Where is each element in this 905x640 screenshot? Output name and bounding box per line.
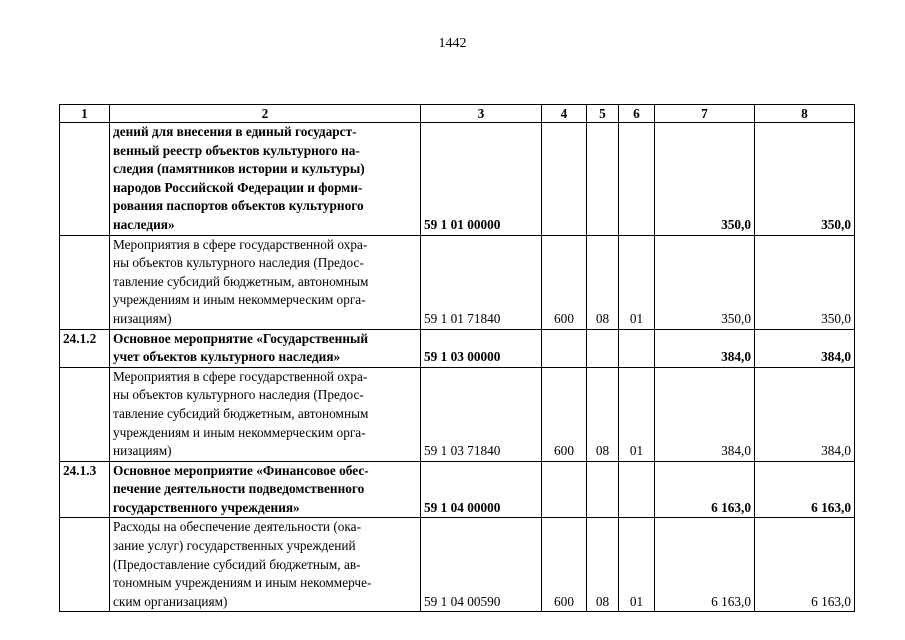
row-col-6 [619,461,655,518]
column-header: 6 [619,105,655,123]
page-number: 1442 [438,36,467,51]
table-row [60,518,855,612]
row-col-5 [587,461,619,518]
row-name: Расходы на обеспечение деятельности (ока- зание услуг) государственных учреждений (Предоставление субсидий бюджетным, ав- тономным учреждениям и иным некоммерче- ским организациям) [110,518,421,612]
row-number [60,367,110,461]
column-header: 4 [542,105,587,123]
row-code: 59 1 03 00000 [421,329,542,367]
row-amount-7: 384,0 [655,367,755,461]
column-header: 7 [655,105,755,123]
column-header: 8 [755,105,855,123]
column-header: 1 [60,105,110,123]
row-name: Основное мероприятие «Финансовое обес- печение деятельности подведомственного государственного учреждения» [110,461,421,518]
row-number [60,235,110,329]
row-col-4 [542,123,587,236]
row-amount-8: 350,0 [755,235,855,329]
table-header-row [60,105,855,123]
row-col-4 [542,461,587,518]
row-col-6: 01 [619,518,655,612]
table-row [60,235,855,329]
row-code: 59 1 01 00000 [421,123,542,236]
row-code: 59 1 04 00000 [421,461,542,518]
row-amount-8: 384,0 [755,329,855,367]
table-row [60,329,855,367]
row-col-6 [619,329,655,367]
table-row [60,367,855,461]
row-col-5: 08 [587,235,619,329]
table-row [60,461,855,518]
row-code: 59 1 01 71840 [421,235,542,329]
row-col-5 [587,329,619,367]
column-header: 2 [110,105,421,123]
row-col-6 [619,123,655,236]
row-amount-7: 6 163,0 [655,518,755,612]
budget-table [59,104,855,612]
column-header: 5 [587,105,619,123]
row-col-4: 600 [542,367,587,461]
column-header: 3 [421,105,542,123]
row-amount-8: 384,0 [755,367,855,461]
row-col-5 [587,123,619,236]
row-col-6: 01 [619,235,655,329]
row-number: 24.1.3 [60,461,110,518]
row-col-4 [542,329,587,367]
row-name: Основное мероприятие «Государственный учет объектов культурного наследия» [110,329,421,367]
row-name: Мероприятия в сфере государственной охра- ны объектов культурного наследия (Предос- тавление субсидий бюджетным, автономным учреждениям и иным некоммерческим орга- низациям) [110,235,421,329]
row-amount-8: 6 163,0 [755,518,855,612]
row-col-4: 600 [542,235,587,329]
row-amount-7: 384,0 [655,329,755,367]
table-row [60,123,855,236]
row-number: 24.1.2 [60,329,110,367]
row-col-4: 600 [542,518,587,612]
row-col-5: 08 [587,367,619,461]
row-number [60,123,110,236]
row-number [60,518,110,612]
row-code: 59 1 03 71840 [421,367,542,461]
row-col-6: 01 [619,367,655,461]
row-amount-7: 6 163,0 [655,461,755,518]
row-amount-7: 350,0 [655,123,755,236]
row-amount-7: 350,0 [655,235,755,329]
row-amount-8: 6 163,0 [755,461,855,518]
row-col-5: 08 [587,518,619,612]
row-name: Мероприятия в сфере государственной охра- ны объектов культурного наследия (Предос- тавление субсидий бюджетным, автономным учреждениям и иным некоммерческим орга- низациям) [110,367,421,461]
row-amount-8: 350,0 [755,123,855,236]
row-code: 59 1 04 00590 [421,518,542,612]
row-name: дений для внесения в единый государст- венный реестр объектов культурного на- следия (памятников истории и культуры) народов Российской Федерации и форми- рования паспортов объектов культурного наследия» [110,123,421,236]
